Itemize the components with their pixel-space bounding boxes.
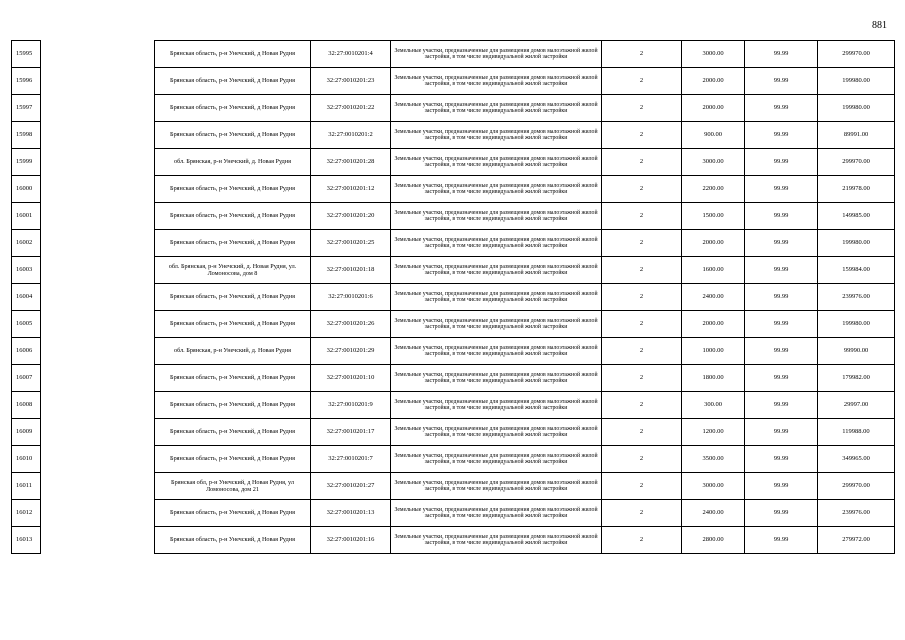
area-cell: 900.00 [682, 122, 745, 149]
rate-cell: 99.99 [745, 500, 818, 527]
area-cell: 2000.00 [682, 68, 745, 95]
table-row [12, 257, 895, 284]
table-row [12, 230, 895, 257]
area-cell: 1500.00 [682, 203, 745, 230]
cadastral-number-cell: 32:27:0010201:13 [311, 500, 391, 527]
cadastral-value-cell: 199980.00 [818, 230, 895, 257]
rate-cell: 99.99 [745, 446, 818, 473]
rate-cell: 99.99 [745, 257, 818, 284]
cadastral-value-cell: 89991.00 [818, 122, 895, 149]
gap-cell [41, 149, 155, 176]
record-number-cell: 16008 [12, 392, 41, 419]
address-cell: Брянская область, р-н Унечский, д Новая Рудня [155, 122, 311, 149]
group-cell: 2 [602, 41, 682, 68]
rate-cell: 99.99 [745, 230, 818, 257]
cadastral-number-cell: 32:27:0010201:7 [311, 446, 391, 473]
gap-cell [41, 311, 155, 338]
group-cell: 2 [602, 230, 682, 257]
record-number-cell: 16002 [12, 230, 41, 257]
area-cell: 300.00 [682, 392, 745, 419]
area-cell: 1800.00 [682, 365, 745, 392]
cadastral-value-cell: 29997.00 [818, 392, 895, 419]
table-row [12, 122, 895, 149]
gap-cell [41, 230, 155, 257]
rate-cell: 99.99 [745, 419, 818, 446]
group-cell: 2 [602, 419, 682, 446]
area-cell: 2000.00 [682, 311, 745, 338]
record-number-cell: 16012 [12, 500, 41, 527]
address-cell: обл. Брянская, р-н Унечский, д. Новая Рудня [155, 149, 311, 176]
address-cell: обл. Брянская, р-н Унечский, д. Новая Рудня [155, 338, 311, 365]
address-cell: обл. Брянская, р-н Унечский, д. Новая Рудня, ул. Ломоносова, дом 8 [155, 257, 311, 284]
cadastral-value-cell: 199980.00 [818, 95, 895, 122]
group-cell: 2 [602, 284, 682, 311]
cadastral-value-cell: 219978.00 [818, 176, 895, 203]
record-number-cell: 15997 [12, 95, 41, 122]
address-cell: Брянская обл, р-н Унечский, д Новая Рудня, ул Ломоносова, дом 21 [155, 473, 311, 500]
group-cell: 2 [602, 338, 682, 365]
land-use-cell: Земельные участки, предназначенные для размещения домов малоэтажной жилой застройки, в том числе индивидуальной жилой застройки [391, 446, 602, 473]
page-number: 881 [872, 20, 887, 31]
group-cell: 2 [602, 257, 682, 284]
group-cell: 2 [602, 95, 682, 122]
record-number-cell: 16000 [12, 176, 41, 203]
gap-cell [41, 95, 155, 122]
land-register-table [11, 40, 895, 554]
land-use-cell: Земельные участки, предназначенные для размещения домов малоэтажной жилой застройки, в том числе индивидуальной жилой застройки [391, 257, 602, 284]
cadastral-value-cell: 349965.00 [818, 446, 895, 473]
table-row [12, 500, 895, 527]
area-cell: 1200.00 [682, 419, 745, 446]
rate-cell: 99.99 [745, 122, 818, 149]
rate-cell: 99.99 [745, 392, 818, 419]
table-row [12, 311, 895, 338]
rate-cell: 99.99 [745, 473, 818, 500]
rate-cell: 99.99 [745, 527, 818, 554]
group-cell: 2 [602, 68, 682, 95]
cadastral-number-cell: 32:27:0010201:23 [311, 68, 391, 95]
land-use-cell: Земельные участки, предназначенные для размещения домов малоэтажной жилой застройки, в том числе индивидуальной жилой застройки [391, 149, 602, 176]
cadastral-number-cell: 32:27:0010201:22 [311, 95, 391, 122]
cadastral-value-cell: 299970.00 [818, 473, 895, 500]
address-cell: Брянская область, р-н Унечский, д Новая Рудня [155, 230, 311, 257]
record-number-cell: 16006 [12, 338, 41, 365]
cadastral-value-cell: 299970.00 [818, 41, 895, 68]
table-row [12, 41, 895, 68]
rate-cell: 99.99 [745, 176, 818, 203]
cadastral-number-cell: 32:27:0010201:27 [311, 473, 391, 500]
gap-cell [41, 473, 155, 500]
address-cell: Брянская область, р-н Унечский, д Новая Рудня [155, 311, 311, 338]
record-number-cell: 16013 [12, 527, 41, 554]
address-cell: Брянская область, р-н Унечский, д Новая Рудня [155, 41, 311, 68]
table-row [12, 338, 895, 365]
address-cell: Брянская область, р-н Унечский, д Новая Рудня [155, 446, 311, 473]
table-row [12, 446, 895, 473]
rate-cell: 99.99 [745, 203, 818, 230]
address-cell: Брянская область, р-н Унечский, д Новая Рудня [155, 68, 311, 95]
rate-cell: 99.99 [745, 41, 818, 68]
land-use-cell: Земельные участки, предназначенные для размещения домов малоэтажной жилой застройки, в том числе индивидуальной жилой застройки [391, 284, 602, 311]
group-cell: 2 [602, 149, 682, 176]
gap-cell [41, 284, 155, 311]
address-cell: Брянская область, р-н Унечский, д Новая Рудня [155, 203, 311, 230]
cadastral-value-cell: 179982.00 [818, 365, 895, 392]
table-row [12, 68, 895, 95]
table-row [12, 95, 895, 122]
group-cell: 2 [602, 311, 682, 338]
cadastral-number-cell: 32:27:0010201:20 [311, 203, 391, 230]
record-number-cell: 16001 [12, 203, 41, 230]
area-cell: 2400.00 [682, 284, 745, 311]
area-cell: 2200.00 [682, 176, 745, 203]
cadastral-value-cell: 239976.00 [818, 284, 895, 311]
gap-cell [41, 122, 155, 149]
gap-cell [41, 68, 155, 95]
address-cell: Брянская область, р-н Унечский, д Новая Рудня [155, 527, 311, 554]
area-cell: 2000.00 [682, 230, 745, 257]
gap-cell [41, 41, 155, 68]
cadastral-number-cell: 32:27:0010201:18 [311, 257, 391, 284]
record-number-cell: 16003 [12, 257, 41, 284]
land-use-cell: Земельные участки, предназначенные для размещения домов малоэтажной жилой застройки, в том числе индивидуальной жилой застройки [391, 311, 602, 338]
cadastral-value-cell: 149985.00 [818, 203, 895, 230]
table-row [12, 149, 895, 176]
cadastral-number-cell: 32:27:0010201:12 [311, 176, 391, 203]
table-row [12, 473, 895, 500]
gap-cell [41, 365, 155, 392]
table-row [12, 284, 895, 311]
land-use-cell: Земельные участки, предназначенные для размещения домов малоэтажной жилой застройки, в том числе индивидуальной жилой застройки [391, 41, 602, 68]
rate-cell: 99.99 [745, 284, 818, 311]
gap-cell [41, 419, 155, 446]
rate-cell: 99.99 [745, 149, 818, 176]
cadastral-number-cell: 32:27:0010201:9 [311, 392, 391, 419]
cadastral-number-cell: 32:27:0010201:6 [311, 284, 391, 311]
record-number-cell: 15999 [12, 149, 41, 176]
land-use-cell: Земельные участки, предназначенные для размещения домов малоэтажной жилой застройки, в том числе индивидуальной жилой застройки [391, 419, 602, 446]
cadastral-number-cell: 32:27:0010201:2 [311, 122, 391, 149]
table-row [12, 419, 895, 446]
land-use-cell: Земельные участки, предназначенные для размещения домов малоэтажной жилой застройки, в том числе индивидуальной жилой застройки [391, 338, 602, 365]
area-cell: 1000.00 [682, 338, 745, 365]
table-row [12, 176, 895, 203]
address-cell: Брянская область, р-н Унечский, д Новая Рудня [155, 95, 311, 122]
record-number-cell: 16005 [12, 311, 41, 338]
land-use-cell: Земельные участки, предназначенные для размещения домов малоэтажной жилой застройки, в том числе индивидуальной жилой застройки [391, 527, 602, 554]
cadastral-value-cell: 239976.00 [818, 500, 895, 527]
address-cell: Брянская область, р-н Унечский, д Новая Рудня [155, 176, 311, 203]
record-number-cell: 15998 [12, 122, 41, 149]
rate-cell: 99.99 [745, 311, 818, 338]
gap-cell [41, 446, 155, 473]
group-cell: 2 [602, 392, 682, 419]
area-cell: 1600.00 [682, 257, 745, 284]
area-cell: 2400.00 [682, 500, 745, 527]
cadastral-number-cell: 32:27:0010201:26 [311, 311, 391, 338]
record-number-cell: 15995 [12, 41, 41, 68]
area-cell: 3000.00 [682, 473, 745, 500]
record-number-cell: 15996 [12, 68, 41, 95]
cadastral-number-cell: 32:27:0010201:17 [311, 419, 391, 446]
land-use-cell: Земельные участки, предназначенные для размещения домов малоэтажной жилой застройки, в том числе индивидуальной жилой застройки [391, 473, 602, 500]
gap-cell [41, 203, 155, 230]
group-cell: 2 [602, 203, 682, 230]
record-number-cell: 16004 [12, 284, 41, 311]
group-cell: 2 [602, 446, 682, 473]
record-number-cell: 16011 [12, 473, 41, 500]
cadastral-value-cell: 199980.00 [818, 68, 895, 95]
table-row [12, 365, 895, 392]
land-use-cell: Земельные участки, предназначенные для размещения домов малоэтажной жилой застройки, в том числе индивидуальной жилой застройки [391, 176, 602, 203]
gap-cell [41, 176, 155, 203]
land-use-cell: Земельные участки, предназначенные для размещения домов малоэтажной жилой застройки, в том числе индивидуальной жилой застройки [391, 203, 602, 230]
group-cell: 2 [602, 473, 682, 500]
table-row [12, 392, 895, 419]
group-cell: 2 [602, 527, 682, 554]
address-cell: Брянская область, р-н Унечский, д Новая Рудня [155, 365, 311, 392]
cadastral-number-cell: 32:27:0010201:28 [311, 149, 391, 176]
area-cell: 2000.00 [682, 95, 745, 122]
group-cell: 2 [602, 122, 682, 149]
cadastral-number-cell: 32:27:0010201:10 [311, 365, 391, 392]
address-cell: Брянская область, р-н Унечский, д Новая Рудня [155, 284, 311, 311]
cadastral-number-cell: 32:27:0010201:4 [311, 41, 391, 68]
address-cell: Брянская область, р-н Унечский, д Новая Рудня [155, 500, 311, 527]
record-number-cell: 16009 [12, 419, 41, 446]
area-cell: 3500.00 [682, 446, 745, 473]
land-use-cell: Земельные участки, предназначенные для размещения домов малоэтажной жилой застройки, в том числе индивидуальной жилой застройки [391, 392, 602, 419]
gap-cell [41, 257, 155, 284]
land-use-cell: Земельные участки, предназначенные для размещения домов малоэтажной жилой застройки, в том числе индивидуальной жилой застройки [391, 500, 602, 527]
cadastral-value-cell: 99990.00 [818, 338, 895, 365]
rate-cell: 99.99 [745, 68, 818, 95]
record-number-cell: 16007 [12, 365, 41, 392]
record-number-cell: 16010 [12, 446, 41, 473]
cadastral-value-cell: 299970.00 [818, 149, 895, 176]
area-cell: 2800.00 [682, 527, 745, 554]
group-cell: 2 [602, 176, 682, 203]
rate-cell: 99.99 [745, 338, 818, 365]
land-use-cell: Земельные участки, предназначенные для размещения домов малоэтажной жилой застройки, в том числе индивидуальной жилой застройки [391, 365, 602, 392]
address-cell: Брянская область, р-н Унечский, д Новая Рудня [155, 392, 311, 419]
land-use-cell: Земельные участки, предназначенные для размещения домов малоэтажной жилой застройки, в том числе индивидуальной жилой застройки [391, 95, 602, 122]
cadastral-number-cell: 32:27:0010201:25 [311, 230, 391, 257]
area-cell: 3000.00 [682, 41, 745, 68]
cadastral-value-cell: 159984.00 [818, 257, 895, 284]
address-cell: Брянская область, р-н Унечский, д Новая Рудня [155, 419, 311, 446]
gap-cell [41, 338, 155, 365]
cadastral-value-cell: 199980.00 [818, 311, 895, 338]
register-body [12, 41, 895, 554]
table-row [12, 527, 895, 554]
land-use-cell: Земельные участки, предназначенные для размещения домов малоэтажной жилой застройки, в том числе индивидуальной жилой застройки [391, 122, 602, 149]
land-use-cell: Земельные участки, предназначенные для размещения домов малоэтажной жилой застройки, в том числе индивидуальной жилой застройки [391, 230, 602, 257]
rate-cell: 99.99 [745, 365, 818, 392]
gap-cell [41, 500, 155, 527]
cadastral-value-cell: 119988.00 [818, 419, 895, 446]
area-cell: 3000.00 [682, 149, 745, 176]
group-cell: 2 [602, 500, 682, 527]
land-use-cell: Земельные участки, предназначенные для размещения домов малоэтажной жилой застройки, в том числе индивидуальной жилой застройки [391, 68, 602, 95]
cadastral-value-cell: 279972.00 [818, 527, 895, 554]
cadastral-number-cell: 32:27:0010201:29 [311, 338, 391, 365]
group-cell: 2 [602, 365, 682, 392]
cadastral-number-cell: 32:27:0010201:16 [311, 527, 391, 554]
gap-cell [41, 527, 155, 554]
table-row [12, 203, 895, 230]
gap-cell [41, 392, 155, 419]
rate-cell: 99.99 [745, 95, 818, 122]
